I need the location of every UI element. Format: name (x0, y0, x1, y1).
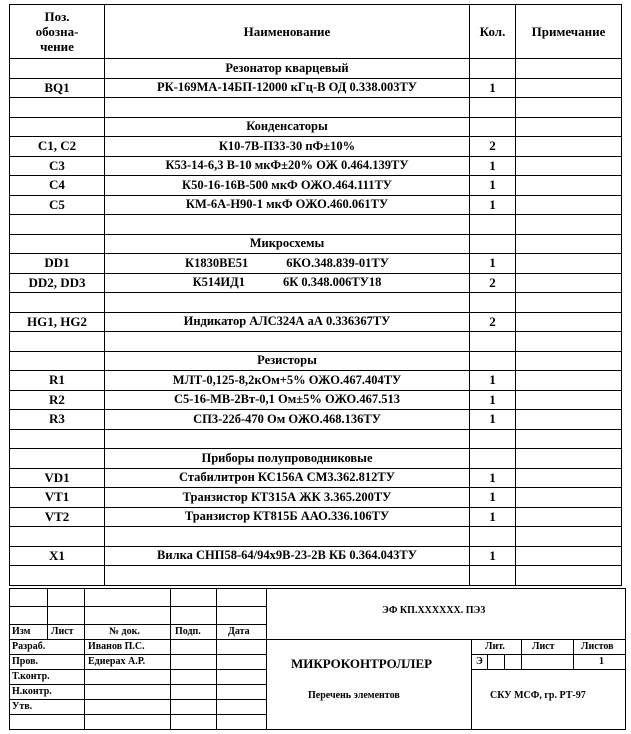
name-cell: РК-169МА-14БП-12000 кГц-В ОД 0.338.003ТУ (105, 78, 470, 98)
quantity-cell (470, 59, 516, 79)
quantity-cell (470, 234, 516, 254)
name-cell (105, 215, 470, 235)
position-cell (10, 117, 105, 137)
section-row (10, 449, 622, 469)
quantity-cell (470, 429, 516, 449)
name-cell: К53-14-6,3 В-10 мкФ±20% ОЖ 0.464.139ТУ (105, 156, 470, 176)
position-cell (10, 234, 105, 254)
document-code: ЭФ КП.ХХХХХХ. ПЭ3 (382, 605, 486, 616)
table-row (10, 488, 622, 508)
role-checker: Пров. (12, 656, 38, 667)
note-cell (516, 234, 622, 254)
table-row (10, 546, 622, 566)
note-cell (516, 449, 622, 469)
quantity-cell: 2 (470, 273, 516, 293)
quantity-cell: 1 (470, 371, 516, 391)
note-cell (516, 293, 622, 313)
note-cell (516, 117, 622, 137)
position-cell (10, 566, 105, 586)
quantity-cell: 2 (470, 312, 516, 332)
position-cell: X1 (10, 546, 105, 566)
note-cell (516, 527, 622, 547)
name-cell: К10-7В-П33-30 пФ±10% (105, 137, 470, 157)
position-cell: DD2, DD3 (10, 273, 105, 293)
part-spec: 6К 0.348.006ТУ18 (282, 275, 382, 290)
note-cell (516, 195, 622, 215)
note-cell (516, 59, 622, 79)
quantity-cell: 1 (470, 488, 516, 508)
sheet-label: Лист (532, 641, 555, 652)
table-row (10, 78, 622, 98)
note-cell (516, 410, 622, 430)
part-spec: 6КО.348.839-01ТУ (286, 255, 389, 270)
name-cell: Транзистор КТ815Б ААО.336.106ТУ (105, 507, 470, 527)
document-subtitle: Перечень элементов (308, 690, 400, 701)
table-row (10, 390, 622, 410)
table-row (10, 195, 622, 215)
note-cell (516, 176, 622, 196)
section-title: Конденсаторы (105, 117, 470, 137)
role-approved: Утв. (12, 701, 33, 712)
table-row (10, 254, 622, 274)
position-cell (10, 59, 105, 79)
lit-value: Э (476, 656, 483, 667)
name-cell: К50-16-16В-500 мкФ ОЖО.464.111ТУ (105, 176, 470, 196)
role-tech-control: Т.контр. (12, 671, 50, 682)
role-developer: Разраб. (12, 641, 46, 652)
name-cell: МЛТ-0,125-8,2кОм+5% ОЖО.467.404ТУ (105, 371, 470, 391)
quantity-cell (470, 215, 516, 235)
note-cell (516, 507, 622, 527)
table-row (10, 332, 622, 352)
section-row (10, 59, 622, 79)
table-row (10, 410, 622, 430)
position-cell (10, 429, 105, 449)
checker-name: Едиерах А.Р. (88, 656, 146, 667)
position-cell (10, 98, 105, 118)
table-row (10, 312, 622, 332)
quantity-cell: 2 (470, 137, 516, 157)
note-cell (516, 215, 622, 235)
quantity-cell: 1 (470, 156, 516, 176)
note-cell (516, 546, 622, 566)
position-cell: С3 (10, 156, 105, 176)
section-title: Приборы полупроводниковые (105, 449, 470, 469)
note-cell (516, 332, 622, 352)
name-cell (105, 273, 470, 293)
quantity-cell: 1 (470, 410, 516, 430)
position-cell (10, 351, 105, 371)
name-cell (105, 527, 470, 547)
header-name: Наименование (105, 5, 470, 59)
col-sheet: Лист (51, 626, 74, 637)
position-cell: DD1 (10, 254, 105, 274)
quantity-cell: 1 (470, 176, 516, 196)
table-row (10, 527, 622, 547)
note-cell (516, 254, 622, 274)
table-row (10, 215, 622, 235)
quantity-cell: 1 (470, 390, 516, 410)
sheets-label: Листов (581, 641, 614, 652)
quantity-cell: 1 (470, 78, 516, 98)
table-row (10, 429, 622, 449)
quantity-cell: 1 (470, 195, 516, 215)
note-cell (516, 390, 622, 410)
quantity-cell (470, 98, 516, 118)
quantity-cell: 1 (470, 507, 516, 527)
name-cell (105, 429, 470, 449)
position-cell: BQ1 (10, 78, 105, 98)
quantity-cell: 1 (470, 546, 516, 566)
position-cell: С4 (10, 176, 105, 196)
col-doc-number: № док. (109, 626, 140, 637)
position-cell: VD1 (10, 468, 105, 488)
position-cell: HG1, HG2 (10, 312, 105, 332)
quantity-cell (470, 332, 516, 352)
table-row (10, 293, 622, 313)
note-cell (516, 156, 622, 176)
quantity-cell (470, 449, 516, 469)
col-izm: Изм (12, 626, 31, 637)
table-row (10, 176, 622, 196)
quantity-cell: 1 (470, 254, 516, 274)
quantity-cell: 1 (470, 468, 516, 488)
position-cell: R2 (10, 390, 105, 410)
section-row (10, 234, 622, 254)
note-cell (516, 78, 622, 98)
note-cell (516, 566, 622, 586)
name-cell (105, 98, 470, 118)
table-row (10, 566, 622, 586)
name-cell (105, 254, 470, 274)
quantity-cell (470, 527, 516, 547)
table-row (10, 137, 622, 157)
position-cell: VT1 (10, 488, 105, 508)
position-cell: С1, С2 (10, 137, 105, 157)
table-row (10, 98, 622, 118)
note-cell (516, 429, 622, 449)
name-cell (105, 566, 470, 586)
name-cell: Стабилитрон КС156А СМ3.362.812ТУ (105, 468, 470, 488)
product-title: МИКРОКОНТРОЛЛЕР (291, 656, 433, 671)
col-signature: Подп. (175, 626, 201, 637)
position-cell: R1 (10, 371, 105, 391)
section-title: Микросхемы (105, 234, 470, 254)
note-cell (516, 137, 622, 157)
note-cell (516, 371, 622, 391)
name-cell: Вилка СНП58-64/94х9В-23-2В КБ 0.364.043ТУ (105, 546, 470, 566)
table-row (10, 156, 622, 176)
position-cell (10, 293, 105, 313)
note-cell (516, 351, 622, 371)
name-cell: КМ-6А-Н90-1 мкФ ОЖО.460.061ТУ (105, 195, 470, 215)
part-type: К1830ВЕ51 (185, 255, 249, 270)
quantity-cell (470, 566, 516, 586)
name-cell: Транзистор КТ315А ЖК 3.365.200ТУ (105, 488, 470, 508)
section-title: Резонатор кварцевый (105, 59, 470, 79)
section-row (10, 117, 622, 137)
position-cell: R3 (10, 410, 105, 430)
position-cell (10, 332, 105, 352)
header-quantity: Кол. (470, 5, 516, 59)
position-cell (10, 215, 105, 235)
note-cell (516, 488, 622, 508)
table-row (10, 507, 622, 527)
name-cell: СП3-22б-470 Ом ОЖО.468.136ТУ (105, 410, 470, 430)
quantity-cell (470, 351, 516, 371)
col-date: Дата (228, 626, 250, 637)
table-row (10, 273, 622, 293)
note-cell (516, 98, 622, 118)
header-note: Примечание (516, 5, 622, 59)
note-cell (516, 273, 622, 293)
position-cell (10, 449, 105, 469)
table-row (10, 371, 622, 391)
header-position: Поз. обозна- чение (10, 5, 105, 59)
name-cell: Индикатор АЛС324А аА 0.336367ТУ (105, 312, 470, 332)
position-cell (10, 527, 105, 547)
quantity-cell (470, 117, 516, 137)
position-cell: VT2 (10, 507, 105, 527)
name-cell: С5-16-МВ-2Вт-0,1 Ом±5% ОЖО.467.513 (105, 390, 470, 410)
note-cell (516, 468, 622, 488)
organization: СКУ МСФ, гр. РТ-97 (490, 690, 586, 701)
part-type: К514ИД1 (192, 275, 245, 290)
sheets-value: 1 (599, 656, 604, 667)
name-cell (105, 293, 470, 313)
name-cell (105, 332, 470, 352)
lit-label: Лит. (485, 641, 505, 652)
developer-name: Иванов П.С. (88, 641, 145, 652)
role-norm-control: Н.контр. (12, 686, 52, 697)
title-block (9, 588, 626, 730)
element-list-table (9, 4, 622, 586)
note-cell (516, 312, 622, 332)
table-header-row (10, 5, 622, 59)
quantity-cell (470, 293, 516, 313)
position-cell: С5 (10, 195, 105, 215)
table-row (10, 468, 622, 488)
section-title: Резисторы (105, 351, 470, 371)
section-row (10, 351, 622, 371)
